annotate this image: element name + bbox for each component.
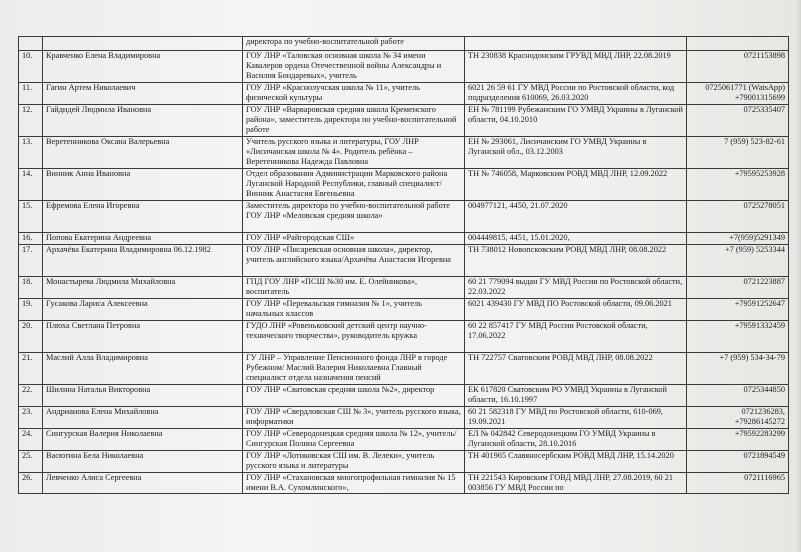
contact-cell: +7 (959) 534-34-79	[687, 353, 789, 385]
row-number-cell: 25.	[19, 451, 43, 473]
name-cell: Левченко Алиса Сергеевна	[43, 473, 243, 494]
document-cell: ЕЛ № 042842 Северодонецким ГО УМВД Украины в Луганской области, 28.10.2016	[465, 429, 687, 451]
document-cell: 004977121, 4450, 21.07.2020	[465, 201, 687, 233]
table-row	[19, 473, 789, 494]
row-number-cell: 11.	[19, 83, 43, 105]
name-cell: Гайдидей Людмила Ивановна	[43, 105, 243, 137]
name-cell	[43, 37, 243, 51]
contact-cell: +79591252647	[687, 299, 789, 321]
name-cell: Шилина Наталья Викторовна	[43, 385, 243, 407]
document-cell: 60 22 857417 ГУ МВД России Ростовской области, 17.06.2022	[465, 321, 687, 353]
contact-cell: 0725344850	[687, 385, 789, 407]
contact-cell: 0721236283, +79286145272	[687, 407, 789, 429]
organization-position-cell: ГУ ЛНР – Управление Пенсионного фонда ЛНР в городе Рубежном/ Маслий Валерия Николаевна Главный специалист отдела назначения пенсий	[243, 353, 465, 385]
organization-position-cell: ГОУ ЛНР «Северодонецкая средняя школа № 12», учитель/ Сингурская Полина Сергеевна	[243, 429, 465, 451]
table-row	[19, 169, 789, 201]
organization-position-cell: ГУДО ЛНР «Ровеньковский детский центр научно-технического творчества», руководитель кружка	[243, 321, 465, 353]
table-row	[19, 451, 789, 473]
contact-cell: +7 (959) 5253344	[687, 245, 789, 277]
table-row	[19, 51, 789, 83]
document-cell: ЕН № 293061, Лисичанским ГО УМВД Украины в Луганской обл., 03.12.2003	[465, 137, 687, 169]
row-number-cell: 24.	[19, 429, 43, 451]
participants-table-body	[19, 37, 789, 494]
document-cell: 6021 439430 ГУ МВД ПО Ростовской области, 09.06.2021	[465, 299, 687, 321]
organization-position-cell: ГОУ ЛНР «Краснолучская школа № 11», учитель физической культуры	[243, 83, 465, 105]
row-number-cell: 15.	[19, 201, 43, 233]
scan-edge-shadow	[795, 0, 801, 552]
row-number-cell: 23.	[19, 407, 43, 429]
organization-position-cell: ГОУ ЛНР «Перевальская гимназия № 1», учитель начальных классов	[243, 299, 465, 321]
row-number-cell: 13.	[19, 137, 43, 169]
table-row	[19, 137, 789, 169]
name-cell: Маслий Алла Владимировна	[43, 353, 243, 385]
table-row	[19, 83, 789, 105]
contact-cell: 0721116965	[687, 473, 789, 494]
contact-cell: 0721894549	[687, 451, 789, 473]
organization-position-cell: ГОУ ЛНР «Стахановская многопрофильная гимназия № 15 имени В.А. Сухомлинского»,	[243, 473, 465, 494]
contact-cell: 0725278051	[687, 201, 789, 233]
organization-position-cell: директора по учебно-воспитательной работе	[243, 37, 465, 51]
row-number-cell: 17.	[19, 245, 43, 277]
document-cell: ТН 221543 Кировским ГОВД МВД ЛНР, 27.08.2019, 60 21 003856 ГУ МВД России по	[465, 473, 687, 494]
contact-cell: +79591332459	[687, 321, 789, 353]
contact-cell: 0725335407	[687, 105, 789, 137]
document-cell: 60 21 582318 ГУ МВД по Ростовской области, 610-069, 19.09.2021	[465, 407, 687, 429]
table-row	[19, 245, 789, 277]
table-row	[19, 321, 789, 353]
name-cell: Попова Екатерина Андреевна	[43, 233, 243, 245]
document-cell: ТН 230838 Краснодонским ГРУВД МВД ЛНР, 22.08.2019	[465, 51, 687, 83]
document-cell: 6021 26 59 61 ГУ МВД России по Ростовской области, код подразделения 610069, 26.03.2020	[465, 83, 687, 105]
name-cell: Гагин Артем Николаевич	[43, 83, 243, 105]
row-number-cell	[19, 37, 43, 51]
row-number-cell: 22.	[19, 385, 43, 407]
organization-position-cell: ГОУ ЛНР «Свердловская СШ № 3», учитель русского языка, информатики	[243, 407, 465, 429]
row-number-cell: 20.	[19, 321, 43, 353]
table-row	[19, 233, 789, 245]
document-cell: ТН 738012 Новопсковским РОВД МВД ЛНР, 08.08.2022	[465, 245, 687, 277]
document-cell	[465, 37, 687, 51]
organization-position-cell: ГОУ ЛНР «Сватовская средняя школа №2», директор	[243, 385, 465, 407]
organization-position-cell: ГОУ ЛНР «Лотиковская СШ им. В. Лелеки», учитель русского языка и литературы	[243, 451, 465, 473]
organization-position-cell: ГПД ГОУ ЛНР «ПСШ №30 им. Е. Олейниковa», воспитатель	[243, 277, 465, 299]
organization-position-cell: ГОУ ЛНР «Таловская основная школа № 34 имени Кавалеров ордена Отечественной войны Александры и Василия Бондаревых», учитель	[243, 51, 465, 83]
document-cell: ТН № 746058, Марковским РОВД МВД ЛНР, 12.09.2022	[465, 169, 687, 201]
name-cell: Винник Анна Ивановна	[43, 169, 243, 201]
name-cell: Ефремова Елена Игоревна	[43, 201, 243, 233]
row-number-cell: 16.	[19, 233, 43, 245]
organization-position-cell: Заместитель директора по учебно-воспитательной работе ГОУ ЛНР «Меловская средняя школа»	[243, 201, 465, 233]
table-row	[19, 353, 789, 385]
table-row	[19, 277, 789, 299]
contact-cell: 0721223887	[687, 277, 789, 299]
document-cell: ЕК 617820 Сватовским РО УМВД Украины в Луганской области, 16.10.1997	[465, 385, 687, 407]
organization-position-cell: ГОУ ЛНР «Варваровская средняя школа Кременского района», заместитель директора по учебно-воспитательной работе	[243, 105, 465, 137]
participants-table	[18, 36, 789, 494]
document-cell: 004449815, 4451, 15.01.2020,	[465, 233, 687, 245]
organization-position-cell: ГОУ ЛНР «Писаревская основная школа», директор, учитель английского языка/Архачёва Анастасия Игоревна	[243, 245, 465, 277]
table-row	[19, 407, 789, 429]
contact-cell: 0721153898	[687, 51, 789, 83]
document-cell: 60 21 779094 выдан ГУ МВД России по Ростовской области, 22.03.2022	[465, 277, 687, 299]
name-cell: Кравченко Елена Владимировна	[43, 51, 243, 83]
table-row-continuation	[19, 37, 789, 51]
row-number-cell: 21.	[19, 353, 43, 385]
contact-cell: +7(959)5291349	[687, 233, 789, 245]
contact-cell: +79595253928	[687, 169, 789, 201]
contact-cell: 7 (959) 523-82-61	[687, 137, 789, 169]
table-row	[19, 201, 789, 233]
document-cell: ТН 401965 Славяносербским РОВД МВД ЛНР, 15.14.2020	[465, 451, 687, 473]
table-row	[19, 385, 789, 407]
organization-position-cell: Отдел образования Администрации Марковского района Луганской Народной Республики, главный специалист/ Винник Анастасия Евгеньевна	[243, 169, 465, 201]
row-number-cell: 19.	[19, 299, 43, 321]
row-number-cell: 12.	[19, 105, 43, 137]
contact-cell: +79592283299	[687, 429, 789, 451]
table-row	[19, 429, 789, 451]
table-row	[19, 299, 789, 321]
name-cell: Сингурская Валерия Николаевна	[43, 429, 243, 451]
name-cell: Васютина Бела Николаевна	[43, 451, 243, 473]
document-cell: ТН 722757 Сватовским РОВД МВД ЛНР, 08.08.2022	[465, 353, 687, 385]
row-number-cell: 10.	[19, 51, 43, 83]
name-cell: Гусакова Лариса Алексеевна	[43, 299, 243, 321]
row-number-cell: 26.	[19, 473, 43, 494]
organization-position-cell: Учитель русского языка и литературы, ГОУ ЛНР «Лисичанская школа № 4». Родитель ребёнка – Веретенникова Надежда Павловна	[243, 137, 465, 169]
table-row	[19, 105, 789, 137]
row-number-cell: 18.	[19, 277, 43, 299]
name-cell: Веретенникова Оксана Валерьевна	[43, 137, 243, 169]
contact-cell: 0725061771 (WatsApp) +79001315699	[687, 83, 789, 105]
name-cell: Архачёва Екатерина Владимировна 06.12.1982	[43, 245, 243, 277]
name-cell: Андрианова Елена Михайловна	[43, 407, 243, 429]
name-cell: Плюха Светлана Петровна	[43, 321, 243, 353]
organization-position-cell: ГОУ ЛНР «Райгородская СШ»	[243, 233, 465, 245]
row-number-cell: 14.	[19, 169, 43, 201]
name-cell: Монастырева Людмила Михайловна	[43, 277, 243, 299]
document-cell: ЕН № 781199 Рубежанским ГО УМВД Украины в Луганской области, 04.10.2010	[465, 105, 687, 137]
contact-cell	[687, 37, 789, 51]
